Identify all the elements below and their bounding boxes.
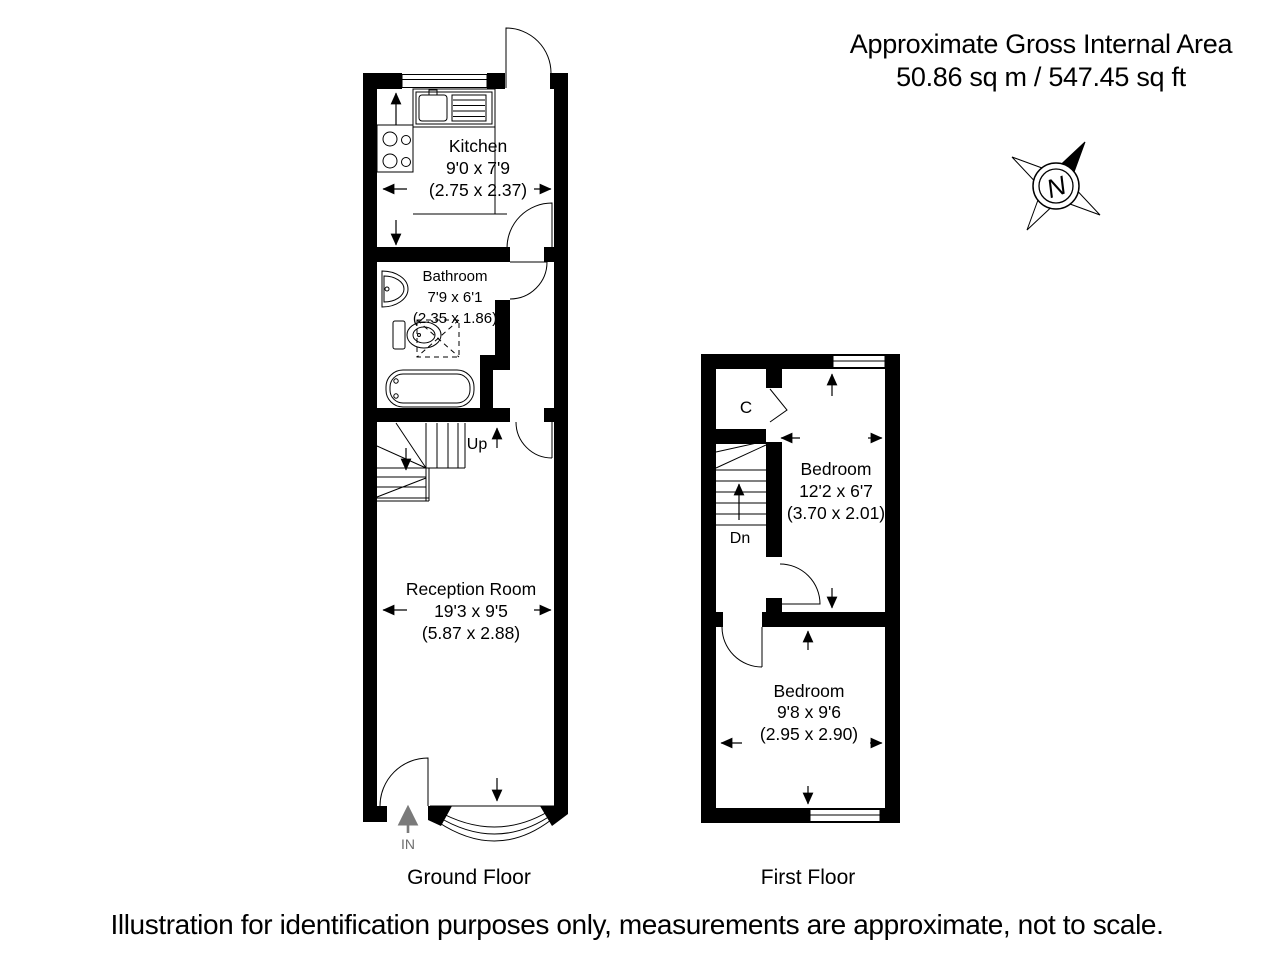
wall	[716, 429, 766, 444]
gross-area-title: Approximate Gross Internal Area	[849, 29, 1233, 59]
wall	[701, 354, 716, 823]
gross-area-value: 50.86 sq m / 547.45 sq ft	[896, 62, 1186, 92]
basin-inner	[384, 276, 404, 302]
reception-size-imperial: 19'3 x 9'5	[434, 601, 508, 621]
hob-unit	[377, 125, 413, 172]
hall-door	[516, 422, 552, 458]
bathroom-size-imperial: 7'9 x 6'1	[427, 289, 483, 306]
reception-label: Reception Room	[405, 579, 537, 599]
captions	[407, 866, 855, 889]
kitchen-door	[507, 203, 552, 248]
wall	[762, 612, 900, 627]
compass-rose	[1012, 142, 1100, 230]
entrance-label: IN	[401, 836, 415, 852]
bedroom2-door	[722, 627, 762, 667]
wall	[363, 806, 387, 822]
compass-north-label: N	[1042, 169, 1070, 205]
disclaimer-text: Illustration for identification purposes only, measurements are approximate, not to scale.	[110, 909, 1164, 940]
bathtub-inner	[390, 374, 470, 403]
first-floor-plan	[701, 354, 900, 823]
first-windows	[810, 356, 885, 822]
reception-size-metric: (5.87 x 2.88)	[421, 623, 521, 643]
closet-door	[770, 389, 787, 422]
wall	[766, 354, 782, 388]
wall	[363, 408, 510, 422]
stair-winders	[377, 423, 426, 468]
wall	[487, 73, 505, 89]
wall	[701, 612, 723, 627]
wall	[554, 73, 568, 810]
bathroom-size-metric: (2.35 x 1.86)	[412, 310, 498, 327]
toilet-cistern	[393, 321, 405, 349]
wall	[766, 442, 782, 557]
ground-floor-plan	[363, 28, 568, 852]
first-staircase	[716, 441, 766, 525]
wall	[363, 73, 377, 822]
hob-burner	[383, 132, 397, 146]
wall	[544, 247, 568, 262]
bay-window	[428, 806, 568, 841]
bedroom2-size-metric: (2.95 x 2.90)	[759, 724, 859, 744]
closet-label: C	[739, 398, 753, 417]
first-labels	[730, 398, 885, 744]
basin-tap	[385, 287, 389, 291]
bay-curve	[438, 820, 551, 841]
window-glass	[402, 75, 487, 88]
ground-labels	[401, 136, 536, 852]
toilet-detail	[418, 334, 421, 337]
bedroom2-label: Bedroom	[773, 681, 845, 701]
bedroom2-size-imperial: 9'8 x 9'6	[776, 702, 842, 722]
first-walls	[701, 354, 900, 823]
kitchen-size-imperial: 9'0 x 7'9	[445, 158, 511, 178]
kitchen-window	[402, 75, 487, 88]
bath-tap	[394, 379, 398, 383]
bedroom1-size-metric: (3.70 x 2.01)	[786, 503, 886, 523]
stairs-dn-label: Dn	[729, 530, 751, 547]
hob-burner	[402, 136, 411, 145]
bedroom1-label: Bedroom	[800, 459, 872, 479]
front-door	[380, 758, 428, 806]
bathtub	[386, 370, 474, 407]
wall	[766, 598, 782, 614]
toilet-bowl-inner	[413, 327, 435, 343]
bay-wedge	[540, 806, 568, 826]
stair-winders	[716, 441, 766, 468]
kitchen-size-metric: (2.75 x 2.37)	[428, 180, 528, 200]
first-floor-caption: First Floor	[760, 866, 856, 889]
bedroom1-door	[780, 564, 820, 604]
wall	[363, 247, 510, 262]
stairs-up-label: Up	[466, 436, 488, 453]
stair-lower	[377, 468, 429, 501]
bathroom-door	[510, 262, 547, 299]
header	[850, 29, 1234, 92]
stair-risers	[426, 423, 465, 468]
bedroom1-size-imperial: 12'2 x 6'7	[799, 481, 873, 501]
sink-unit	[416, 92, 492, 124]
hob-burner	[383, 154, 397, 168]
back-door	[506, 28, 551, 88]
stair-treads	[716, 470, 766, 525]
wall	[544, 408, 554, 422]
bathroom-label: Bathroom	[422, 268, 488, 285]
kitchen-label: Kitchen	[448, 136, 508, 156]
sink-drainer	[452, 95, 486, 121]
ground-floor-caption: Ground Floor	[407, 866, 531, 889]
sink-bowl	[419, 95, 447, 121]
bath-tap	[394, 394, 398, 398]
ground-staircase	[377, 423, 465, 501]
hob-burner	[402, 158, 411, 167]
wall	[885, 354, 900, 823]
